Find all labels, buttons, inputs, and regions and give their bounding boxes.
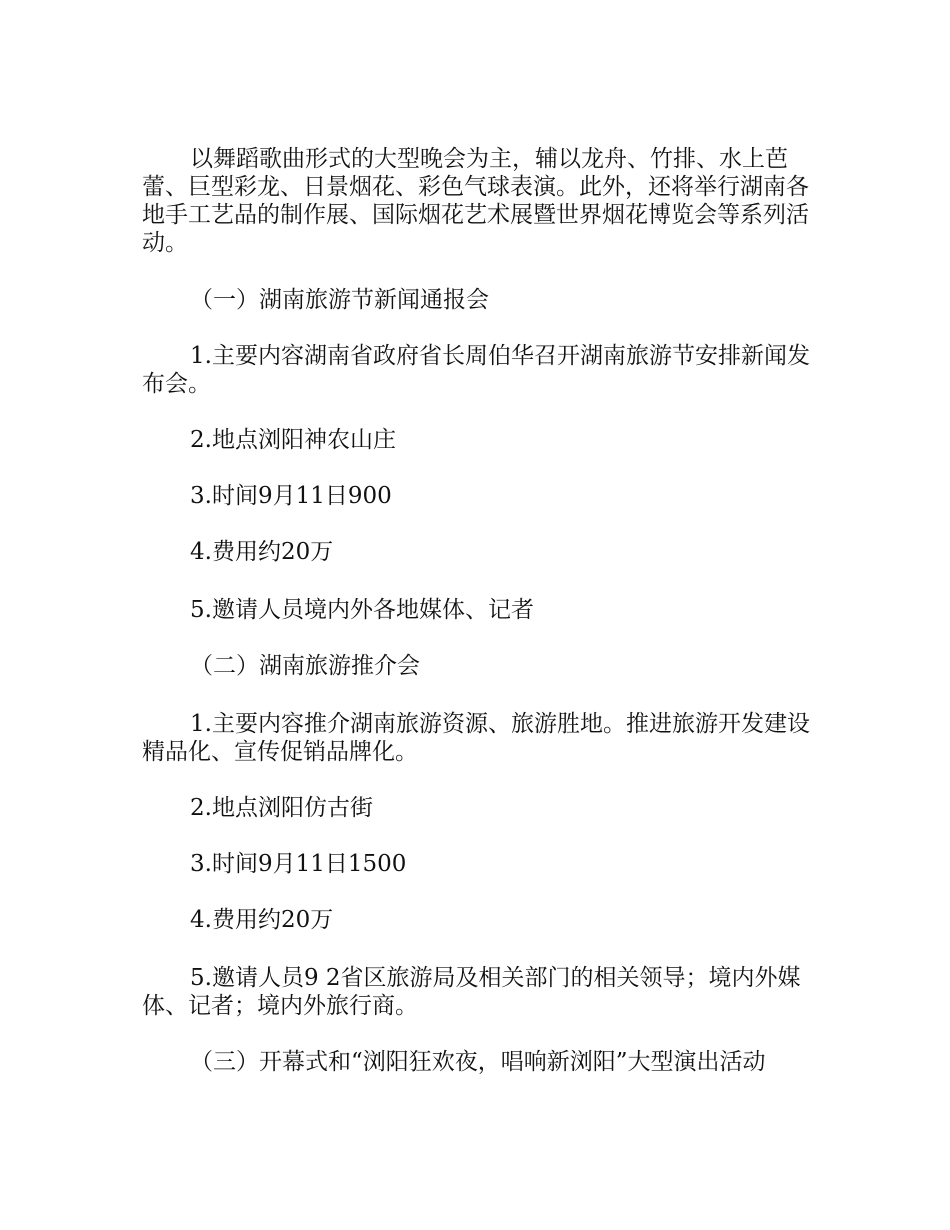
section1-item-3: 3.时间9月11日900 (190, 483, 392, 509)
section2-item-2: 2.地点浏阳仿古街 (190, 795, 373, 821)
section2-item-3: 3.时间9月11日1500 (190, 851, 407, 877)
section1-item-2: 2.地点浏阳神农山庄 (190, 427, 396, 453)
section1-item-4: 4.费用约20万 (190, 539, 334, 565)
section2-item-1: 1.主要内容推介湖南旅游资源、旅游胜地。推进旅游开发建设精品化、宣传促销品牌化。 (142, 711, 810, 765)
section2-item-5: 5.邀请人员9 2省区旅游局及相关部门的相关领导；境内外媒体、记者；境内外旅行商。 (142, 965, 801, 1019)
section-heading-2: （二）湖南旅游推介会 (190, 653, 420, 679)
section1-item-5: 5.邀请人员境内外各地媒体、记者 (190, 597, 534, 623)
section2-item-4: 4.费用约20万 (190, 907, 334, 933)
section1-item-1: 1.主要内容湖南省政府省长周伯华召开湖南旅游节安排新闻发布会。 (142, 343, 810, 397)
section-heading-1: （一）湖南旅游节新闻通报会 (190, 287, 489, 313)
section-heading-3: （三）开幕式和“浏阳狂欢夜，唱响新浏阳”大型演出活动 (190, 1049, 766, 1075)
intro-paragraph: 以舞蹈歌曲形式的大型晚会为主，辅以龙舟、竹排、水上芭蕾、巨型彩龙、日景烟花、彩色气球表演。此外，还将举行湖南各地手工艺品的制作展、国际烟花艺术展暨世界烟花博览会等系列活动。 (142, 146, 809, 256)
